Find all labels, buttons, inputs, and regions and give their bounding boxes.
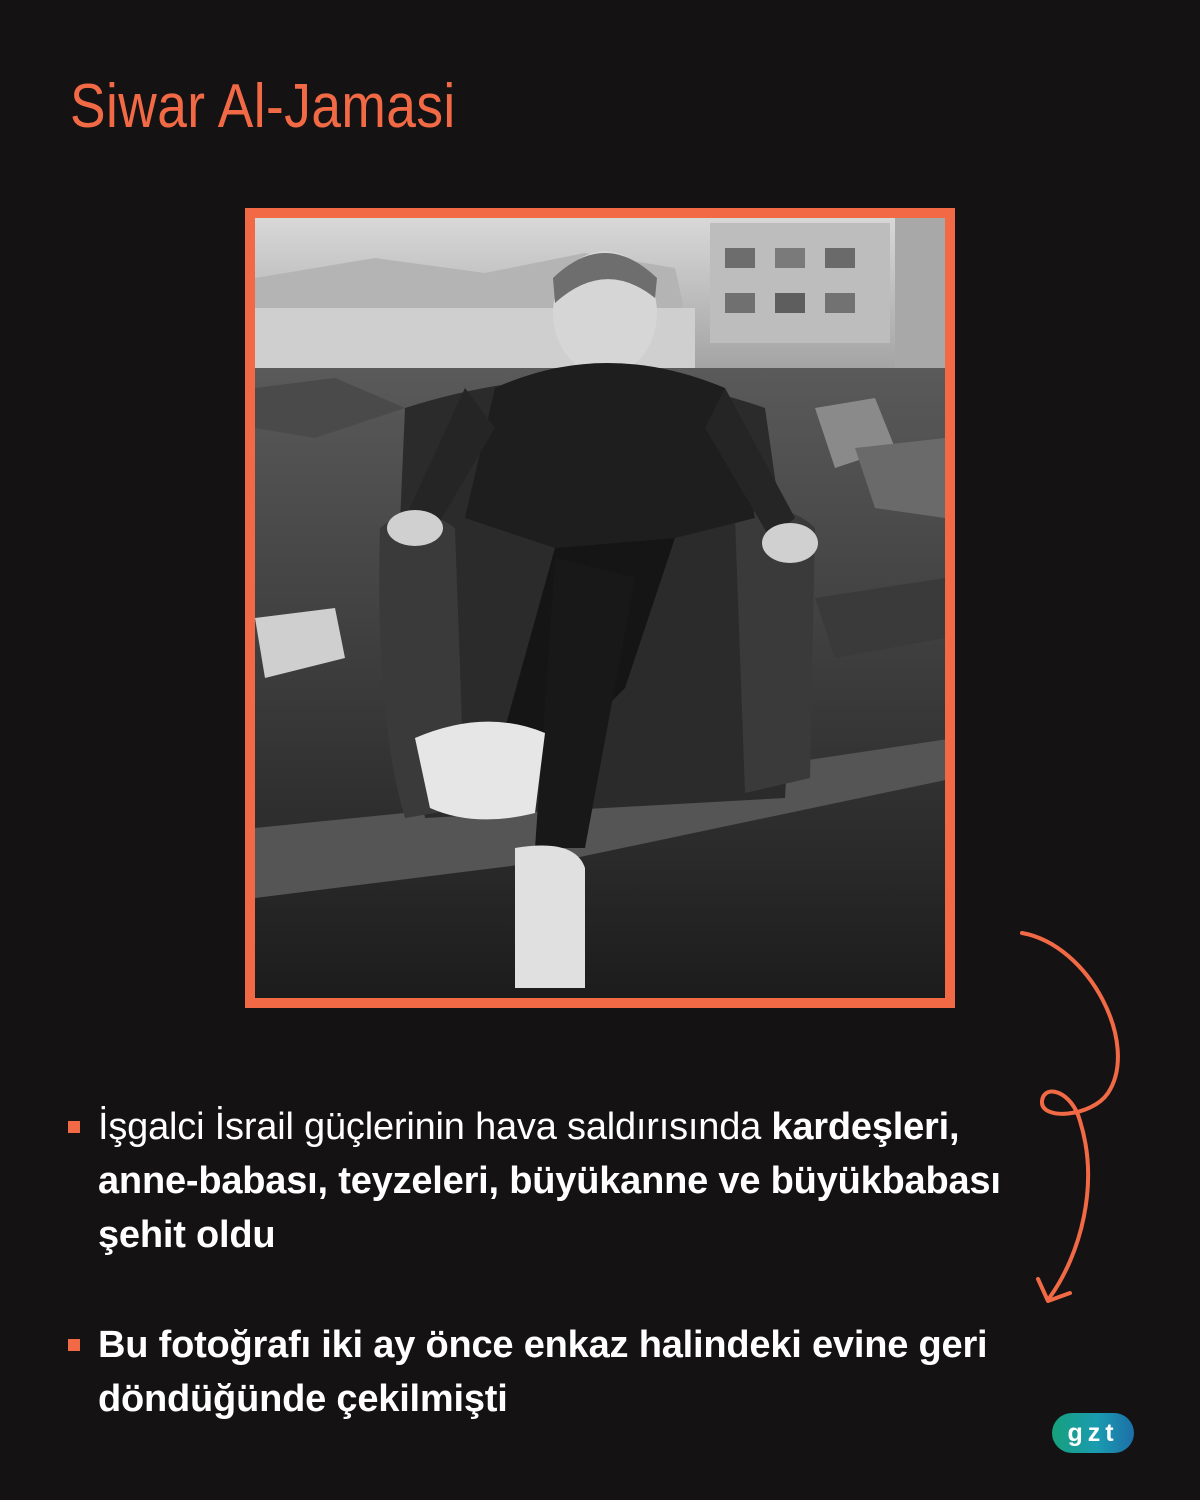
- bullet-text-regular: İşgalci İsrail güçlerinin hava saldırısında: [98, 1106, 772, 1148]
- bullet-item: [66, 1318, 1066, 1426]
- gzt-logo: gzt: [1052, 1413, 1134, 1453]
- bullet-text-bold: kardeşleri, anne-babası, teyzeleri, büyükanne ve büyükbabası şehit oldu: [98, 1106, 1001, 1256]
- square-bullet-icon: [68, 1121, 80, 1133]
- child-photo-image: [255, 218, 945, 998]
- square-bullet-icon: [68, 1339, 80, 1351]
- bullet-item: [66, 1100, 1066, 1262]
- page-title: Siwar Al-Jamasi: [70, 72, 456, 141]
- bullet-list: [66, 1100, 1066, 1482]
- bullet-text-bold: Bu fotoğrafı iki ay önce enkaz halindeki evine geri döndüğünde çekilmişti: [98, 1324, 988, 1420]
- photo-frame: [245, 208, 955, 1008]
